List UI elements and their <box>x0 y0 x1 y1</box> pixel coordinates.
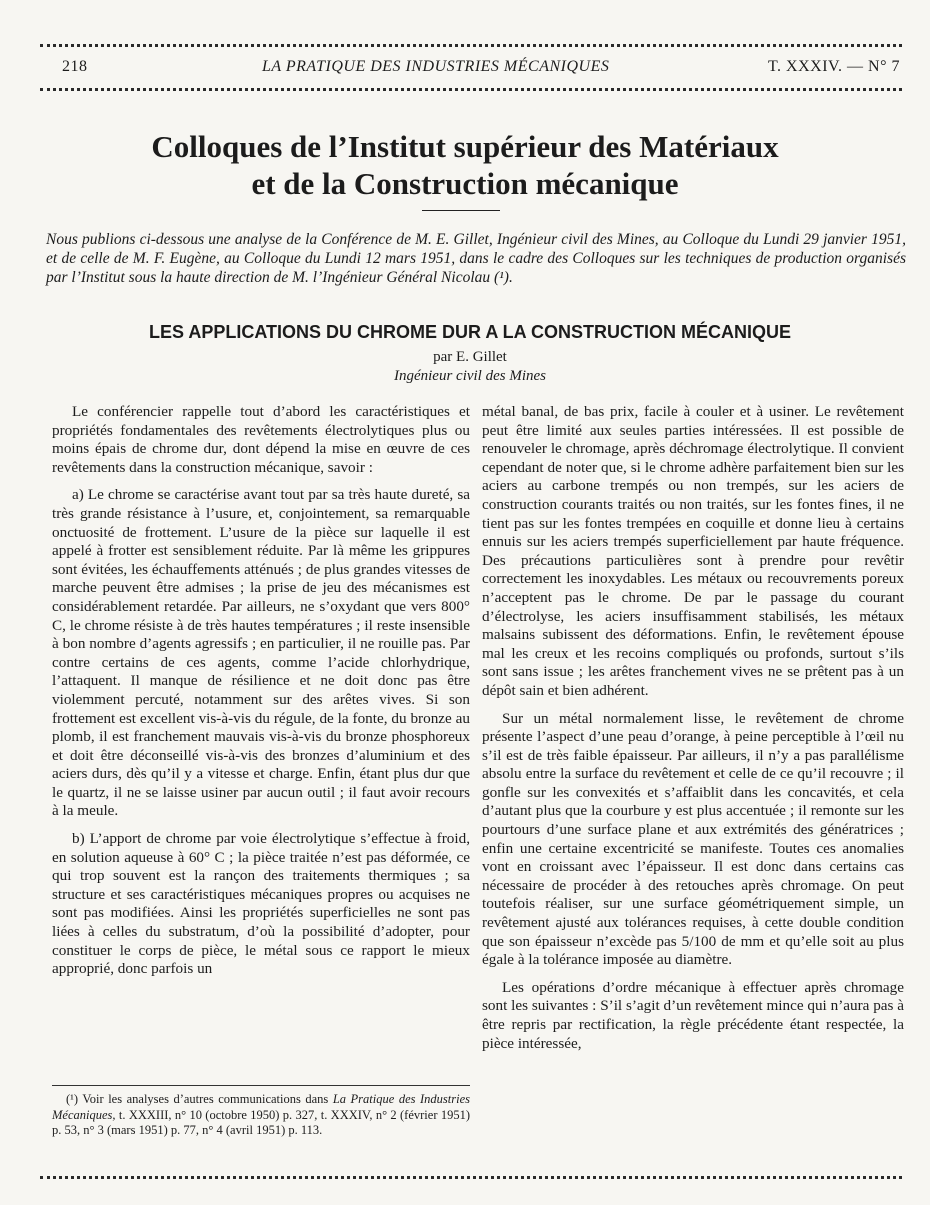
title-divider <box>422 210 500 211</box>
footnote-rule <box>52 1085 470 1086</box>
article-byline <box>40 348 900 386</box>
paragraph: Les opérations d’ordre mécanique à effectuer après chromage sont les suivantes : S’il s’agit d’un revêtement mince qui n’aura pas à être repris par rectification, la règle précédente étant respectée, la pièce intéressée, <box>482 978 904 1052</box>
journal-title: LA PRATIQUE DES INDUSTRIES MÉCANIQUES <box>262 58 610 75</box>
top-border-rule <box>40 44 902 47</box>
page-number: 218 <box>62 58 88 75</box>
footnote <box>52 1092 470 1139</box>
header-rule <box>40 88 902 91</box>
volume-number: T. XXXIV. — N° 7 <box>767 58 900 75</box>
footnote-prefix: (¹) Voir les analyses d’autres communications dans <box>66 1092 333 1106</box>
left-column <box>52 403 470 988</box>
paragraph: a) Le chrome se caractérise avant tout par sa très haute dureté, sa très grande résistance à l’usure, et, conjointement, sa remarquable onctuosité de frottement. L’usure de la pièce sur laquelle il est appelé à frotter est sensiblement réduite. Par là même les grippures sont évitées, les échauffements atténués ; de plus grandes vitesses de marche peuvent être admises ; la prise de jeu des mécanismes est considérablement retardée. Par ailleurs, ne s’oxydant que vers 800° C, le chrome résiste à de très hautes températures ; il reste insensible à bon nombre d’agents agressifs ; en particulier, il ne rouille pas. Par contre certains de ces agents, comme l’acide chlorhydrique, l’attaquent. Il manque de résilience et ne doit donc pas être violemment percuté, notamment sur des arêtes vives. Si son frottement est excellent vis-à-vis du régule, de la fonte, du bronze au plomb, il est franchement mauvais vis-à-vis du bronze phosphoreux et doit être déconseillé vis-à-vis des bronzes d’aluminium et des aciers durs, dès qu’il y a vitesse et charge. Enfin, étant plus dur que le quartz, il ne se laisse usiner par aucun outil ; il faut avoir recours à la meule. <box>52 486 470 820</box>
right-column <box>482 403 904 1062</box>
paragraph: métal banal, de bas prix, facile à couler et à usiner. Le revêtement peut être limité aux seules parties intéressées. Il est possible de renouveler le chromage, après déchromage électrolytique. Il convient cependant de noter que, si le chrome adhère parfaitement bien sur les aciers au carbone trempés ou non trempés, sur les aciers de construction courants traités ou non traités, sur les fontes fines, il ne tient pas sur les fontes trempées en coquille et donne lieu à certains ennuis sur les aciers trempés superficiellement par haute fréquence. Des précautions particulières sont à prendre pour revêtir correctement les inoxydables. Les métaux ou recouvrements poreux n’acceptent pas le chrome. De par le passage du courant d’électrolyse, les aciers insuffisamment stabilisés, les métaux malsains subissent des déformations. Enfin, le revêtement épouse mal les creux et les recoins compliqués ou profonds, surtout s’ils sont sans issue ; les arêtes franchement vives ne se prêtent pas à un dépôt sain et bien adhérent. <box>482 403 904 699</box>
author: par E. Gillet <box>433 349 507 365</box>
footnote-rest: t. XXXIII, n° 10 (octobre 1950) p. 327, t. XXXIV, n° 2 (février 1951) p. 53, n° 3 (mars 1951) p. 77, n° 4 (avril 1951) p. 113. <box>52 1107 470 1137</box>
running-header <box>62 58 900 80</box>
author-role: Ingénieur civil des Mines <box>393 368 547 384</box>
title-line-1: Colloques de l’Institut supérieur des Matériaux <box>151 129 779 164</box>
bottom-border-rule <box>40 1176 902 1179</box>
title-line-2: et de la Construction mécanique <box>251 166 679 201</box>
article-title: LES APPLICATIONS DU CHROME DUR A LA CONSTRUCTION MÉCANIQUE <box>149 322 791 342</box>
paragraph: Sur un métal normalement lisse, le revêtement de chrome présente l’aspect d’une peau d’orange, à peine perceptible à l’œil nu s’il est de très faible épaisseur. Par ailleurs, il n’y a pas parallélisme absolu entre la surface du revêtement et celle de ce qu’il recouvre ; il gonfle sur les convexités et s’affaiblit dans les concavités, et cela d’autant plus que la courbure y est plus accentuée ; il remonte sur les pourtours d’une surface plane et aux extrémités des génératrices ; enfin une certaine excentricité se manifeste. Toutes ces anomalies vont en croissant avec l’épaisseur. Il est donc dans certains cas nécessaire de procéder à des retouches après chromage. On peut toutefois réaliser, sur une surface géométriquement simple, un revêtement ajusté aux tolérances requises, à cette double condition que son épaisseur n’excède pas 5/100 de mm et qu’elle soit au plus égale à la tolérance imposée au diamètre. <box>482 709 904 969</box>
footnote-journal: La Pratique des Industries Mécaniques, <box>52 1092 470 1122</box>
page-title <box>60 128 870 202</box>
paragraph: b) L’apport de chrome par voie électrolytique s’effectue à froid, en solution aqueuse à 60° C ; la pièce traitée n’est pas déformée, ce qui trop souvent est la rançon des traitements thermiques ; sa structure et ses caractéristiques mécaniques propres ou acquises ne sont pas modifiées. Ainsi les propriétés superficielles ne sont pas liées à celles du substratum, d’où la possibilité d’adopter, pour constituer le corps de pièce, le métal sous ce rapport le mieux approprié, donc parfois un <box>52 830 470 978</box>
paragraph: Le conférencier rappelle tout d’abord les caractéristiques et propriétés fondamentales des revêtements électrolytiques plus ou moins épais de chrome dur, dont dépend la mise en œuvre de ces revêtements dans la construction mécanique, savoir : <box>52 403 470 476</box>
intro-paragraph: Nous publions ci-dessous une analyse de la Conférence de M. E. Gillet, Ingénieur civil des Mines, au Colloque du Lundi 29 janvier 1951, et de celle de M. F. Eugène, au Colloque du Lundi 12 mars 1951, dans le cadre des Colloques sur les techniques de production organisés par l’Institut sous la haute direction de M. l’Ingénieur Général Nicolau (¹). <box>46 231 906 286</box>
